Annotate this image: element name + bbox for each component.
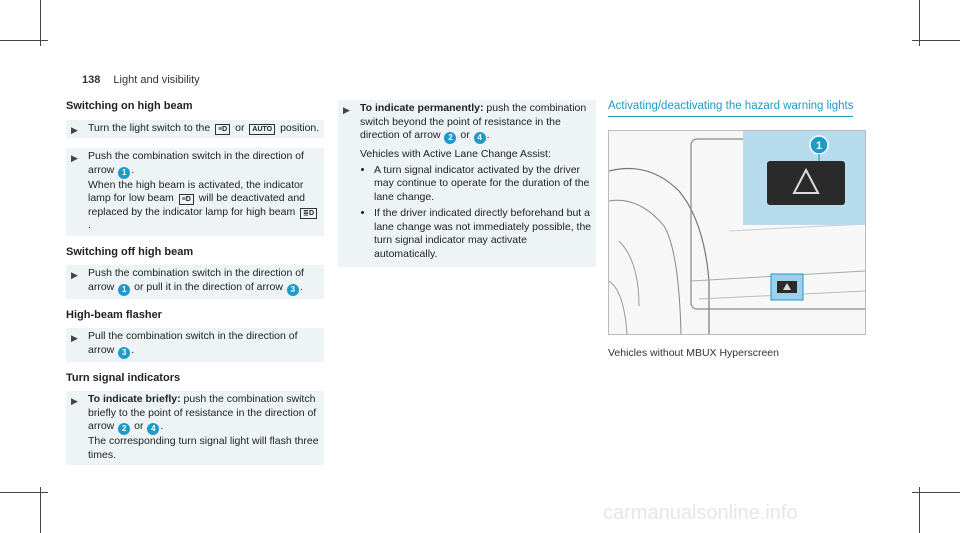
step-item [66,120,324,139]
hazard-switch-illustration [608,130,866,335]
high-beam-icon: ≣D [300,208,317,219]
low-beam-icon: ≡D [215,124,230,135]
step-arrow-icon: ▶ [71,396,78,406]
step-result-text: When the high beam is activated, the indicator lamp for low beam [88,178,304,204]
step-arrow-icon: ▶ [71,124,78,135]
list-item: • A turn signal indicator activated by the driver may continue to operate for the duration of the lane change. [374,164,592,205]
section-title: Activating/deactivating the hazard warning lights [608,100,853,117]
step-lead-text: To indicate briefly: [88,393,181,405]
step-text: Push the combination switch in the direction of arrow [88,150,304,176]
page-header [82,74,200,88]
step-text: or [134,420,144,432]
step-item: ▶ Push the combination switch in the direction of arrow 1 or pull it in the direction of arrow 3 . [66,265,324,299]
condition-text: Vehicles with Active Lane Change Assist: [360,148,551,160]
step-item: ▶ Push the combination switch in the direction of arrow 1 . When the high beam is activated, the indicator lamp for low beam ≡D will be deactivated and replaced by the indicator lamp for high beam ≣D. [66,148,324,236]
step-text: or pull it in the direction of arrow [134,280,283,293]
step-arrow-icon: ▶ [343,105,350,115]
dashboard-drawing [609,131,865,334]
step-arrow-icon: ▶ [71,333,78,343]
step-text: Push the combination switch in the direction of arrow [88,267,304,293]
step-lead-text: To indicate permanently: [360,102,484,114]
bullet-list [360,164,592,262]
heading-high-beam-on: Switching on high beam [66,100,193,112]
step-text: Turn the light switch to the [88,121,211,134]
column-1 [66,100,324,475]
step-text: or [235,121,245,134]
crop-mark [912,492,960,493]
crop-mark [0,40,48,41]
step-text: push the combination switch briefly to the point of resistance in the direction of arrow [88,393,317,432]
page-number: 138 [82,74,101,86]
crop-mark [919,487,920,533]
heading-high-beam-off: Switching off high beam [66,245,194,258]
step-item: ▶ To indicate briefly: push the combination switch briefly to the point of resistance in the direction of arrow 2 or 4 . The corresponding turn signal light will flash three times. [66,391,324,465]
crop-mark [40,487,41,533]
column-2 [338,100,596,277]
arrow-number-badge: 4 [147,423,159,435]
step-result-text: The corresponding turn signal light will flash three times. [88,435,319,461]
arrow-number-badge: 4 [474,132,486,144]
list-item: • If the driver indicated directly beforehand but a lane change was not immediately possible, the turn signal indicator may activate automatically. [374,207,592,261]
step-arrow-icon: ▶ [71,153,78,163]
step-item: ▶ Pull the combination switch in the direction of arrow 3 . [66,328,324,362]
step-text: position. [280,121,320,134]
crop-mark [912,40,960,41]
heading-turn-signals: Turn signal indicators [66,371,181,384]
arrow-number-badge: 3 [287,284,299,296]
step-arrow-icon: ▶ [71,270,78,280]
step-item: ▶ To indicate permanently: push the combination switch beyond the point of resistance in the direction of arrow 2 or 4 . Vehicles with Active Lane Change Assist: • A turn signal indicator activated by the driver may continue to operate for the duration of the lane change. • If the driver indicated directly beforehand but a lane change was not immediately possible, the turn signal indicator may activate automatically. [338,100,596,267]
section-name: Light and visibility [113,74,200,86]
arrow-number-badge: 3 [118,347,130,359]
step-text: Pull the combination switch in the direction of arrow [88,330,298,356]
arrow-number-badge: 1 [118,167,130,179]
arrow-number-badge: 1 [118,284,130,296]
figure-caption: Vehicles without MBUX Hyperscreen [608,347,779,359]
step-result-text: will be deactivated and replaced by the indicator lamp for high beam [88,192,306,218]
crop-mark [0,492,48,493]
arrow-number-badge: 2 [444,132,456,144]
low-beam-icon: ≡D [179,194,194,205]
arrow-number-badge: 2 [118,423,130,435]
callout-number-1: 1 [815,140,823,152]
column-3 [608,100,870,117]
heading-high-beam-flasher: High-beam flasher [66,308,162,321]
step-text: or [460,129,470,141]
step-text: push the combination switch beyond the point of resistance in the direction of arrow [360,102,587,141]
watermark-text: carmanualsonline.info [603,502,798,524]
auto-light-icon: AUTO [249,124,275,135]
